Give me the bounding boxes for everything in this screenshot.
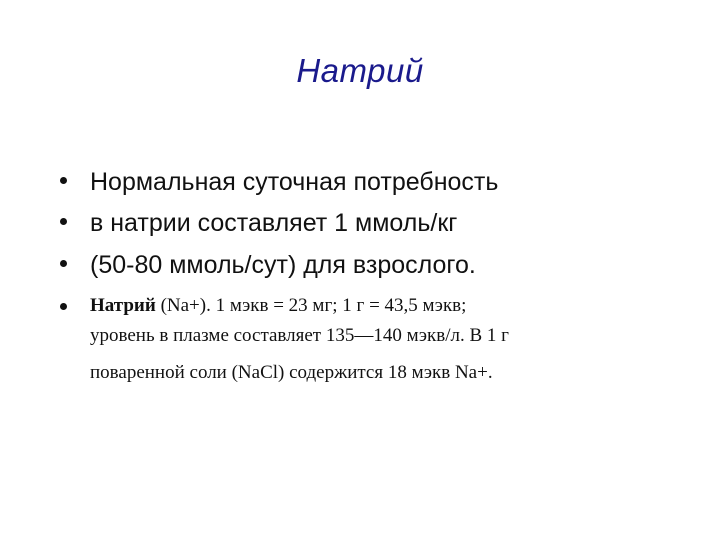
bullet-text: (50-80 ммоль/сут) для взрослого. — [90, 251, 476, 279]
detail-line-2: уровень в плазме составляет 135—140 мэкв/л. В 1 г — [90, 325, 509, 346]
bullet-text: Нормальная суточная потребность — [90, 168, 499, 196]
bullet-dot-icon — [60, 218, 67, 225]
detail-line-1 — [90, 295, 466, 317]
slide-title: Натрий — [296, 52, 424, 89]
detail-bold-term: Натрий — [90, 295, 156, 316]
bullet-dot-icon — [60, 177, 67, 184]
bullet-text: в натрии составляет 1 ммоль/кг — [90, 209, 458, 237]
bullet-dot-icon — [60, 260, 67, 267]
detail-line-3: поваренной соли (NaCl) содержится 18 мэкв Na+. — [90, 362, 493, 383]
detail-line-1-rest: (Na+). 1 мэкв = 23 мг; 1 г = 43,5 мэкв; — [155, 295, 467, 316]
bullet-dot-icon — [60, 303, 67, 310]
